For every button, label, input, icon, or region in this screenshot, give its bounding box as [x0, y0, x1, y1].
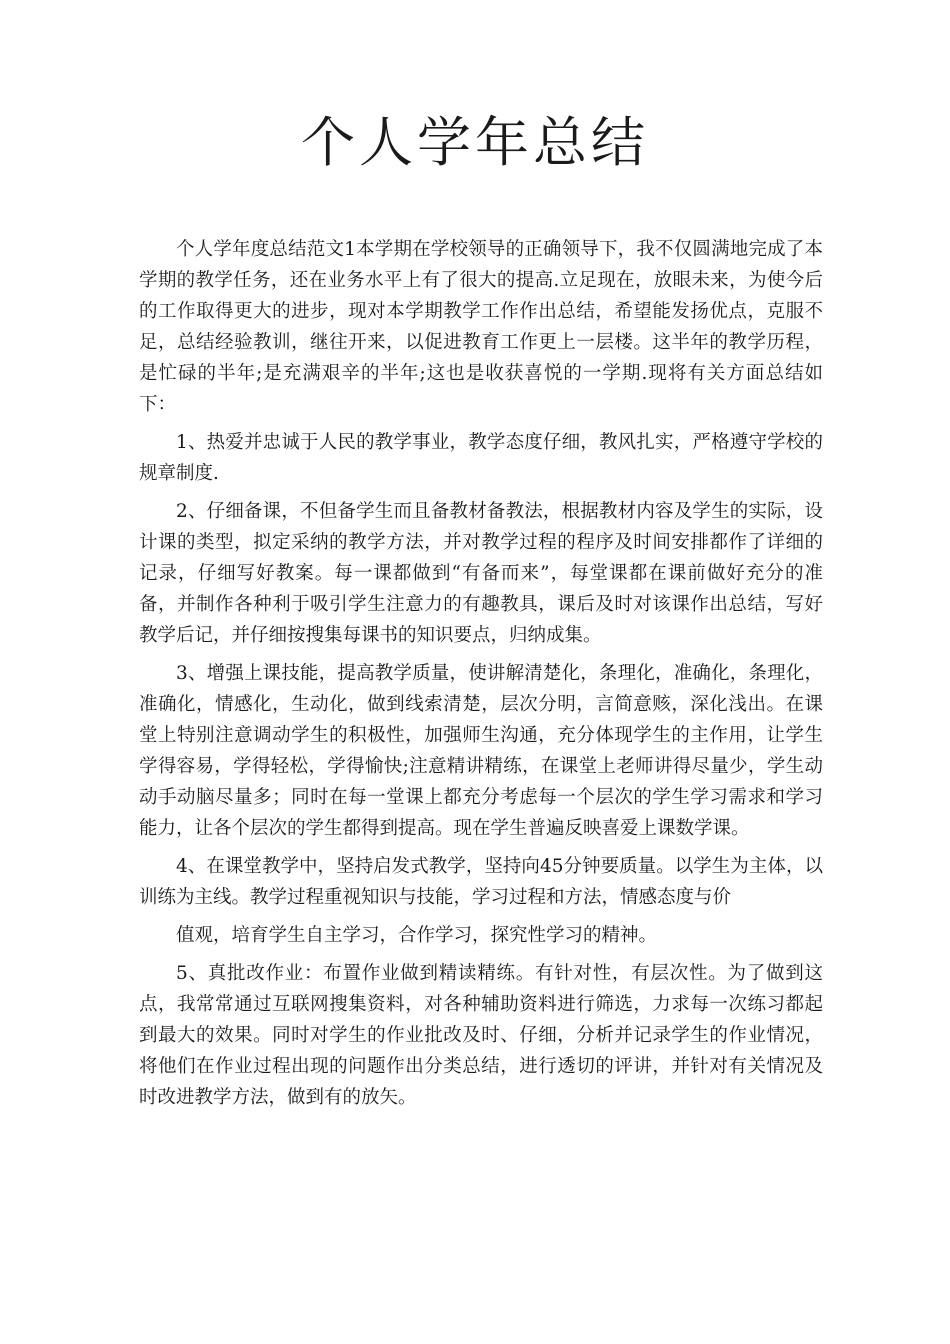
paragraph-item-3: 3、增强上课技能，提高教学质量，使讲解清楚化，条理化，准确化，条理化，准确化，情感化，生动化，做到线索清楚，层次分明，言简意赅，深化浅出。在课堂上特别注意调动学生的积极性，加强师生沟通，充分体现学生的主作用，让学生学得容易，学得轻松，学得愉快;注意精讲精练，在课堂上老师讲得尽量少，学生动动手动脑尽量多；同时在每一堂课上都充分考虑每一个层次的学生学习需求和学习能力，让各个层次的学生都得到提高。现在学生普遍反映喜爱上课数学课。 [139, 663, 823, 839]
paragraph-intro: 个人学年度总结范文1本学期在学校领导的正确领导下，我不仅圆满地完成了本学期的教学任务，还在业务水平上有了很大的提高.立足现在，放眼未来，为使今后的工作取得更大的进步，现对本学期教学工作作出总结，希望能发扬优点，克服不足，总结经验教训，继往开来，以促进教育工作更上一层楼。这半年的教学历程，是忙碌的半年;是充满艰辛的半年;这也是收获喜悦的一学期.现将有关方面总结如下： [139, 239, 823, 415]
paragraph-item-4: 4、在课堂教学中，坚持启发式教学，坚持向45分钟要质量。以学生为主体，以训练为主线。教学过程重视知识与技能，学习过程和方法，情感态度与价 [139, 856, 823, 908]
document-title: 个人学年总结 [301, 111, 649, 174]
paragraph-item-2: 2、仔细备课，不但备学生而且备教材备教法，根据教材内容及学生的实际，设计课的类型，拟定采纳的教学方法，并对教学过程的程序及时间安排都作了详细的记录，仔细写好教案。每一课都做到“有备而来”，每堂课都在课前做好充分的准备，并制作各种利于吸引学生注意力的有趣教具，课后及时对该课作出总结，写好教学后记，并仔细按搜集每课书的知识要点，归纳成集。 [139, 501, 823, 646]
document-body [139, 234, 823, 1120]
paragraph-item-4-continued: 值观，培育学生自主学习，合作学习，探究性学习的精神。 [176, 925, 658, 946]
paragraph-item-5: 5、真批改作业：布置作业做到精读精练。有针对性，有层次性。为了做到这点，我常常通过互联网搜集资料，对各种辅助资料进行筛选，力求每一次练习都起到最大的效果。同时对学生的作业批改及时、仔细，分析并记录学生的作业情况，将他们在作业过程出现的问题作出分类总结，进行透切的评讲，并针对有关情况及时改进教学方法，做到有的放矢。 [139, 963, 823, 1108]
paragraph-item-1: 1、热爱并忠诚于人民的教学事业，教学态度仔细，教风扎实，严格遵守学校的规章制度. [139, 432, 823, 484]
